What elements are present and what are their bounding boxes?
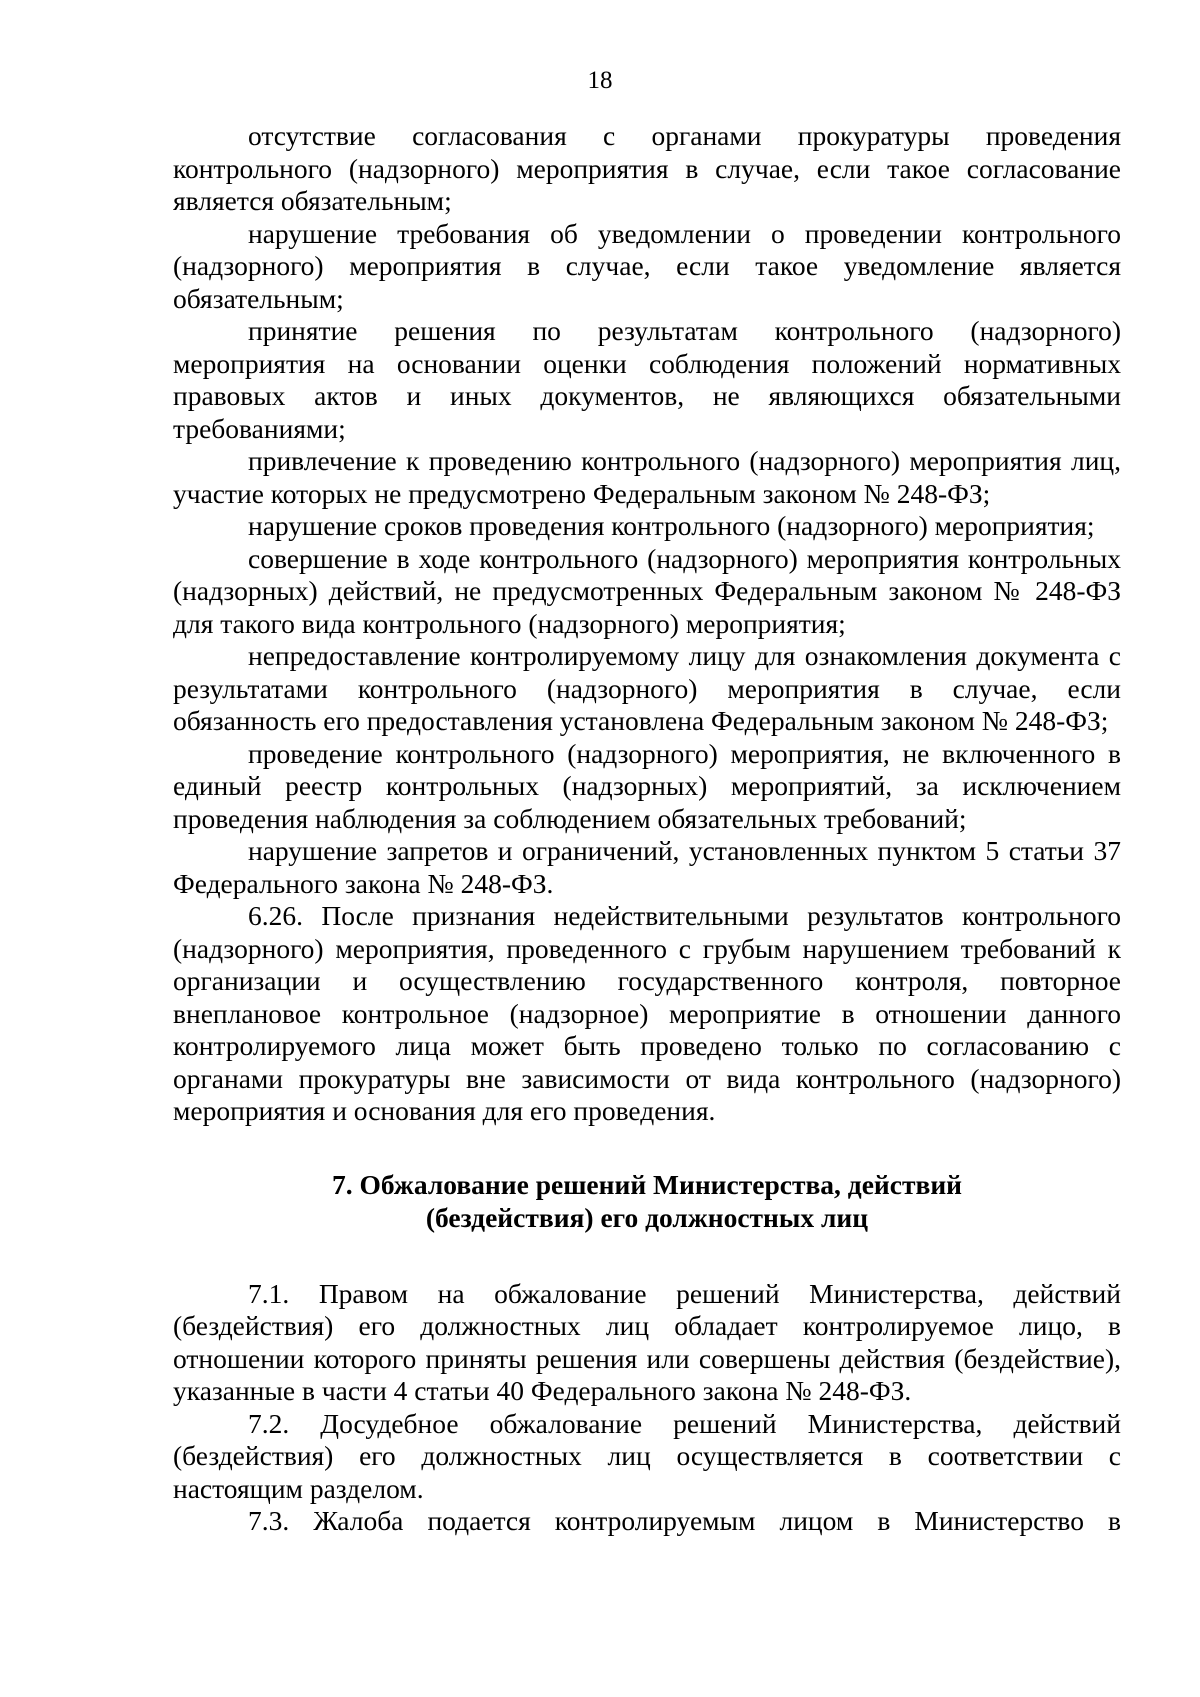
- paragraph: отсутствие согласования с органами прокуратуры проведения контрольного (надзорного) мероприятия в случае, если такое согласование является обязательным;: [173, 120, 1121, 216]
- section-heading-line-2: (бездействия) его должностных лиц: [425, 1201, 869, 1233]
- paragraph-6-26: 6.26. После признания недействительными результатов контрольного (надзорного) мероприятия, проведенного с грубым нарушением требований к организации и осуществлению государственного контроля, повторное внеплановое контрольное (надзорное) мероприятие в отношении данного контролируемого лица может быть проведено только по согласованию с органами прокуратуры вне зависимости от вида контрольного (надзорного) мероприятия и основания для его проведения.: [173, 900, 1121, 1126]
- paragraph-7-3: 7.3. Жалоба подается контролируемым лицом в Министерство в: [248, 1505, 1121, 1536]
- paragraph: нарушение сроков проведения контрольного (надзорного) мероприятия;: [248, 510, 1095, 541]
- paragraph: принятие решения по результатам контрольного (надзорного) мероприятия на основании оценки соблюдения положений нормативных правовых актов и иных документов, не являющихся обязательными требованиями;: [173, 315, 1121, 444]
- paragraph-7-1: 7.1. Правом на обжалование решений Министерства, действий (бездействия) его должностных лиц обладает контролируемое лицо, в отношении которого приняты решения или совершены действия (бездействие), указанные в части 4 статьи 40 Федерального закона № 248-ФЗ.: [173, 1277, 1121, 1406]
- page-number: 18: [587, 67, 613, 94]
- section-heading: [173, 1168, 1121, 1234]
- paragraph: совершение в ходе контрольного (надзорного) мероприятия контрольных (надзорных) действий, не предусмотренных Федеральным законом № 248-ФЗ для такого вида контрольного (надзорного) мероприятия;: [173, 542, 1121, 639]
- paragraph: непредоставление контролируемому лицу для ознакомления документа с результатами контрольного (надзорного) мероприятия в случае, если обязанность его предоставления установлена Федеральным законом № 248-ФЗ;: [173, 640, 1121, 736]
- paragraph: нарушение запретов и ограничений, установленных пунктом 5 статьи 37 Федерального закона № 248-ФЗ.: [173, 835, 1121, 899]
- paragraph: проведение контрольного (надзорного) мероприятия, не включенного в единый реестр контрольных (надзорных) мероприятий, за исключением проведения наблюдения за соблюдением обязательных требований;: [173, 737, 1121, 834]
- paragraph: привлечение к проведению контрольного (надзорного) мероприятия лиц, участие которых не предусмотрено Федеральным законом № 248-ФЗ;: [173, 445, 1121, 509]
- paragraph-7-2: 7.2. Досудебное обжалование решений Министерства, действий (бездействия) его должностных лиц осуществляется в соответствии с настоящим разделом.: [173, 1407, 1121, 1504]
- paragraph: нарушение требования об уведомлении о проведении контрольного (надзорного) мероприятия в случае, если такое уведомление является обязательным;: [173, 217, 1121, 314]
- document-body: [173, 120, 1121, 1538]
- section-heading-line-1: 7. Обжалование решений Министерства, действий: [331, 1168, 963, 1200]
